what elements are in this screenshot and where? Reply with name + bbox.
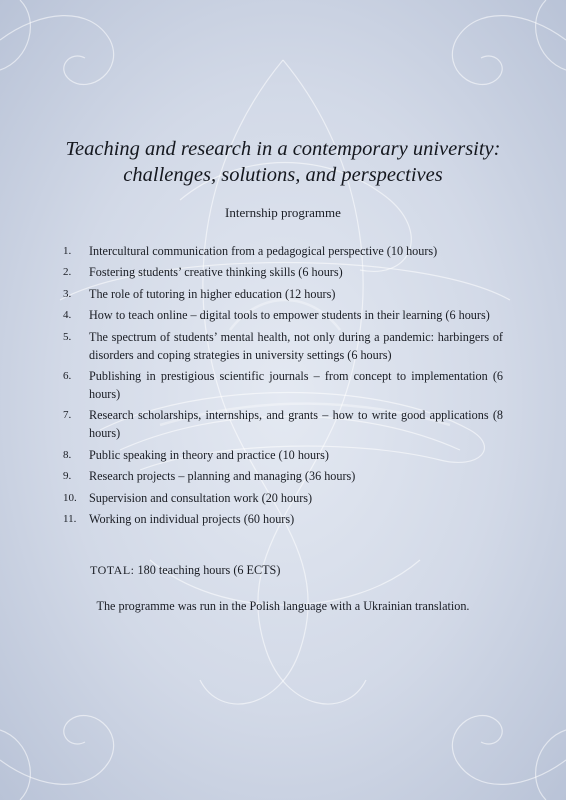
list-item-number: 8. [63, 448, 72, 461]
total-label: TOTAL: [90, 563, 135, 577]
list-item-number: 2. [63, 266, 72, 279]
list-item-number: 10. [63, 491, 77, 504]
list-item-text: Public speaking in theory and practice (10 hours) [89, 447, 329, 462]
list-item-number: 11. [63, 512, 77, 525]
total-value: 180 teaching hours (6 ECTS) [137, 563, 281, 577]
list-item [63, 489, 503, 507]
list-item-number: 5. [63, 330, 72, 343]
list-item-number: 1. [63, 245, 72, 257]
list-item-number: 6. [63, 369, 72, 382]
language-note: The programme was run in the Polish language with a Ukrainian translation. [96, 599, 470, 613]
programme-list [63, 242, 503, 531]
document-subtitle: Internship programme [225, 205, 341, 220]
list-item [63, 263, 503, 281]
list-item-number: 9. [63, 470, 72, 483]
list-item [63, 306, 503, 324]
list-item [63, 242, 503, 260]
list-item-text: Fostering students’ creative thinking skills (6 hours) [89, 265, 343, 280]
list-item [63, 467, 503, 485]
list-item-text: Intercultural communication from a pedagogical perspective (10 hours) [89, 244, 438, 258]
list-item-text: Research scholarships, internships, and grants – how to write good applications (8 hours) [89, 408, 503, 441]
list-item [63, 446, 503, 464]
list-item-number: 7. [63, 409, 72, 422]
total-hours [90, 562, 280, 578]
list-item [63, 510, 503, 528]
list-item-number: 3. [63, 287, 72, 300]
document-title [40, 136, 526, 188]
list-item-text: How to teach online – digital tools to empower students in their learning (6 hours) [89, 308, 490, 323]
list-item [63, 328, 503, 364]
list-item-text: Working on individual projects (60 hours) [89, 511, 295, 526]
list-item-number: 4. [63, 309, 72, 322]
list-item-text: Research projects – planning and managing (36 hours) [89, 469, 356, 484]
list-item-text: The role of tutoring in higher education (12 hours) [89, 286, 336, 301]
list-item [63, 285, 503, 303]
list-item [63, 367, 503, 403]
title-line-1: Teaching and research in a contemporary university: [65, 138, 501, 160]
title-line-2: challenges, solutions, and perspectives [123, 164, 443, 186]
list-item-text: Publishing in prestigious scientific journals – from concept to implementation (6 hours) [89, 368, 503, 401]
list-item [63, 406, 503, 442]
list-item-text: The spectrum of students’ mental health, not only during a pandemic: harbingers of disorders and coping strategies in university settings (6 hours) [89, 329, 503, 362]
list-item-text: Supervision and consultation work (20 hours) [89, 490, 313, 505]
